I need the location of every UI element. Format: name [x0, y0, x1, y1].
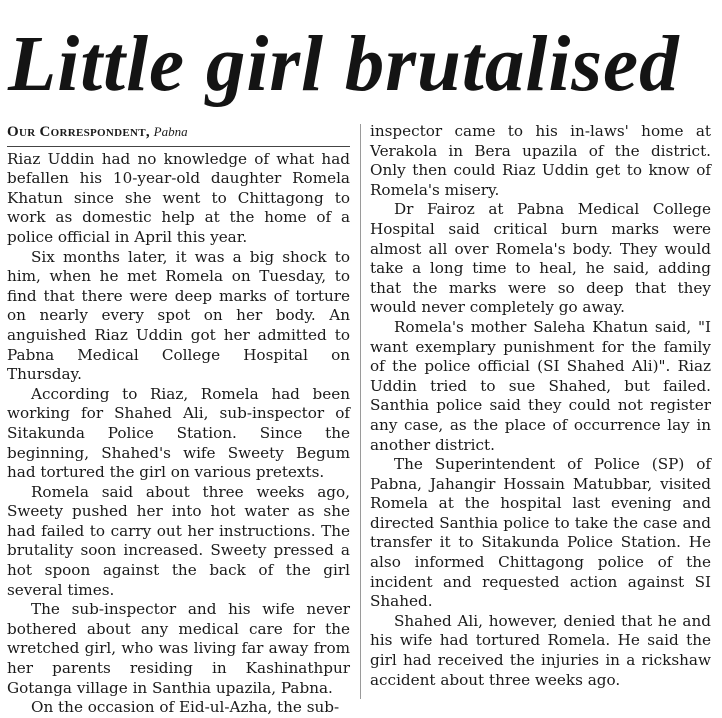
- article-paragraph: inspector came to his in-laws' home at Verakola in Bera upazila of the district. Only then could Riaz Uddin get to know of Romela's misery.: [370, 122, 711, 199]
- byline: [7, 122, 350, 147]
- article-paragraph: Six months later, it was a big shock to him, when he met Romela on Tuesday, to find that there were deep marks of torture on nearly every spot on her body. An anguished Riaz Uddin got her admitted to Pabna Medical College Hospital on Thursday.: [7, 247, 350, 384]
- article-paragraph: Romela's mother Saleha Khatun said, "I want exemplary punishment for the family of the police official (SI Shahed Ali)". Riaz Uddin tried to sue Shahed, but failed. Santhia police said they could not register any case, as the place of occurrence lay in another district.: [370, 317, 711, 454]
- byline-location: Pabna: [153, 124, 188, 139]
- article-paragraph: Riaz Uddin had no knowledge of what had befallen his 10-year-old daughter Romela Khatun since she went to Chittagong to work as domestic help at the home of a police official in April this year.: [7, 149, 350, 246]
- article-paragraph: Romela said about three weeks ago, Sweety pushed her into hot water as she had failed to carry out her instructions. The brutality soon increased. Sweety pressed a hot spoon against the back of the girl several times.: [7, 482, 350, 599]
- article-column-left: [7, 122, 350, 718]
- article-paragraph: The sub-inspector and his wife never bothered about any medical care for the wretched girl, who was living far away from her parents residing in Kashinathpur Gotanga village in Santhia upazila, Pabna.: [7, 600, 350, 697]
- article-paragraph: Dr Fairoz at Pabna Medical College Hospital said critical burn marks were almost all over Romela's body. They would take a long time to heal, he said, adding that the marks were so deep that they would never completely go away.: [370, 200, 711, 317]
- article-paragraph: The Superintendent of Police (SP) of Pabna, Jahangir Hossain Matubbar, visited Romela at the hospital last evening and directed Santhia police to take the case and transfer it to Sitakunda Police Station. He also informed Chittagong police of the incident and requested action against SI Shahed.: [370, 455, 711, 611]
- byline-author: Our Correspondent: [7, 124, 146, 140]
- article-column-right: [370, 122, 711, 690]
- column-divider: [360, 124, 361, 699]
- article-paragraph: Shahed Ali, however, denied that he and his wife had tortured Romela. He said the girl had received the injuries in a rickshaw accident about three weeks ago.: [370, 611, 711, 689]
- byline-separator: ,: [145, 124, 150, 140]
- article-paragraph: On the occasion of Eid-ul-Azha, the sub-: [31, 698, 340, 717]
- article-paragraph: According to Riaz, Romela had been working for Shahed Ali, sub-inspector of Sitakunda Police Station. Since the beginning, Shahed's wife Sweety Begum had tortured the girl on various pretexts.: [7, 384, 350, 482]
- headline: Little girl brutalised: [8, 21, 680, 108]
